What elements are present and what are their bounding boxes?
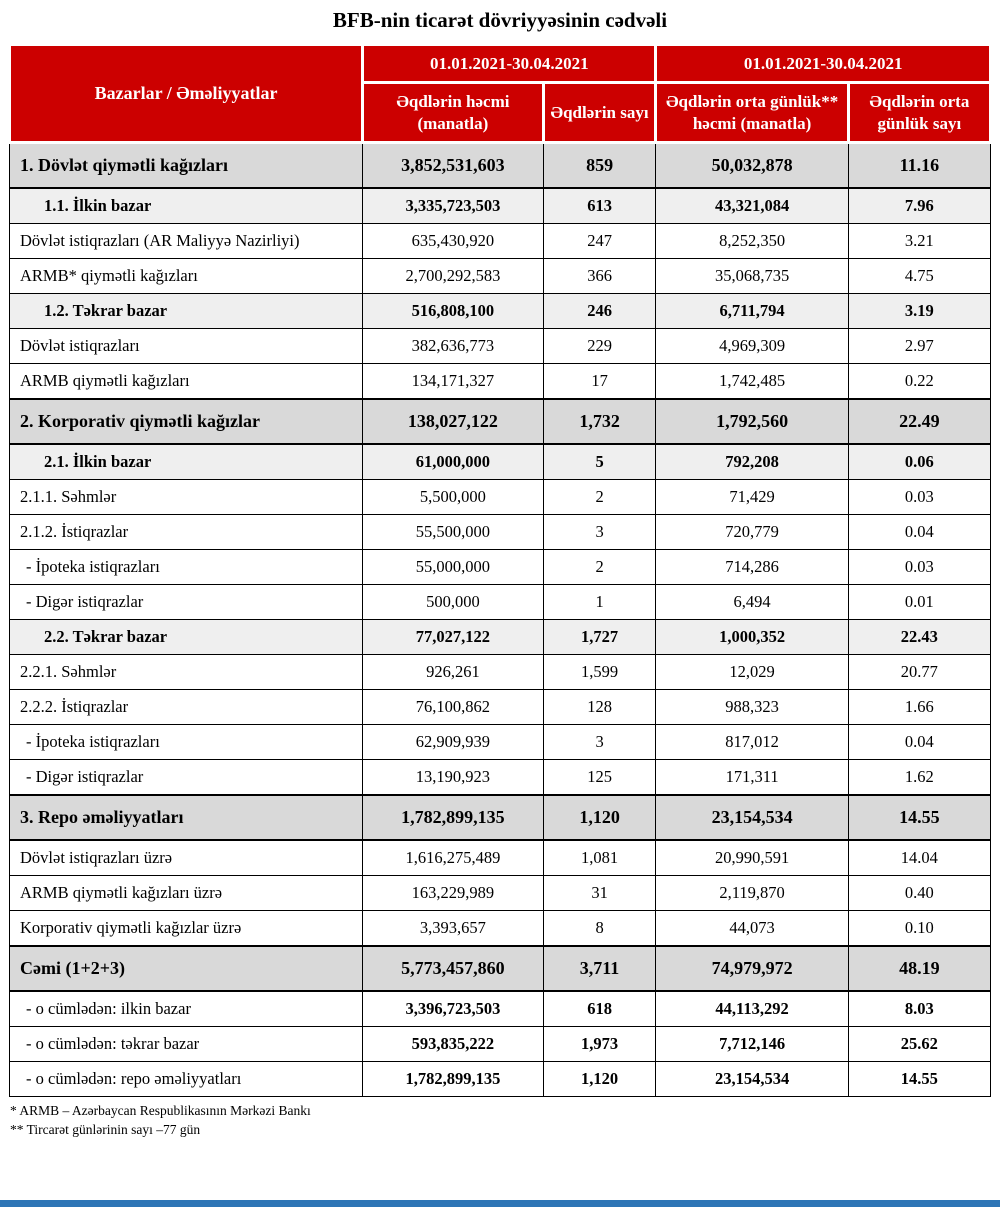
row-value: 23,154,534 xyxy=(656,1061,848,1096)
row-value: 500,000 xyxy=(363,584,544,619)
row-value: 0.22 xyxy=(848,363,990,399)
row-value: 0.04 xyxy=(848,724,990,759)
row-value: 20,990,591 xyxy=(656,840,848,876)
row-value: 1,120 xyxy=(543,795,656,840)
row-value: 2.97 xyxy=(848,328,990,363)
row-value: 25.62 xyxy=(848,1026,990,1061)
row-value: 635,430,920 xyxy=(363,223,544,258)
table-body xyxy=(10,142,991,1096)
row-value: 0.01 xyxy=(848,584,990,619)
table-row xyxy=(10,1061,991,1096)
row-value: 7,712,146 xyxy=(656,1026,848,1061)
row-value: 382,636,773 xyxy=(363,328,544,363)
row-value: 4,969,309 xyxy=(656,328,848,363)
row-value: 926,261 xyxy=(363,654,544,689)
header-deals-count: Əqdlərin sayı xyxy=(543,83,656,143)
row-label: ARMB* qiymətli kağızları xyxy=(10,258,363,293)
row-value: 792,208 xyxy=(656,444,848,480)
row-label: - o cümlədən: təkrar bazar xyxy=(10,1026,363,1061)
table-row xyxy=(10,946,991,991)
row-value: 1,120 xyxy=(543,1061,656,1096)
row-value: 13,190,923 xyxy=(363,759,544,795)
row-value: 1,599 xyxy=(543,654,656,689)
row-value: 14.04 xyxy=(848,840,990,876)
footnote-1: * ARMB – Azərbaycan Respublikasının Mərkəzi Bankı xyxy=(10,1102,311,1118)
row-value: 618 xyxy=(543,991,656,1027)
footnotes xyxy=(10,1101,1000,1140)
row-value: 61,000,000 xyxy=(363,444,544,480)
table-row xyxy=(10,724,991,759)
row-value: 62,909,939 xyxy=(363,724,544,759)
table-row xyxy=(10,293,991,328)
row-label: - İpoteka istiqrazları xyxy=(10,549,363,584)
row-value: 516,808,100 xyxy=(363,293,544,328)
row-label: 1.1. İlkin bazar xyxy=(10,188,363,224)
table-row xyxy=(10,910,991,946)
row-value: 74,979,972 xyxy=(656,946,848,991)
header-markets-operations: Bazarlar / Əməliyyatlar xyxy=(10,45,363,143)
row-value: 35,068,735 xyxy=(656,258,848,293)
row-value: 3.21 xyxy=(848,223,990,258)
row-label: Dövlət istiqrazları xyxy=(10,328,363,363)
row-value: 6,711,794 xyxy=(656,293,848,328)
table-row xyxy=(10,1026,991,1061)
row-value: 14.55 xyxy=(848,1061,990,1096)
header-avg-daily-volume: Əqdlərin orta günlük** həcmi (manatla) xyxy=(656,83,848,143)
table-row xyxy=(10,399,991,444)
row-label: ARMB qiymətli kağızları üzrə xyxy=(10,875,363,910)
row-value: 1,616,275,489 xyxy=(363,840,544,876)
table-row xyxy=(10,514,991,549)
table-row xyxy=(10,759,991,795)
page-title: BFB-nin ticarət dövriyyəsinin cədvəli xyxy=(332,8,668,32)
row-value: 44,113,292 xyxy=(656,991,848,1027)
row-value: 720,779 xyxy=(656,514,848,549)
row-value: 3,852,531,603 xyxy=(363,142,544,188)
table-row xyxy=(10,689,991,724)
row-value: 31 xyxy=(543,875,656,910)
row-value: 246 xyxy=(543,293,656,328)
row-value: 4.75 xyxy=(848,258,990,293)
row-value: 1,973 xyxy=(543,1026,656,1061)
table-row xyxy=(10,142,991,188)
row-value: 22.49 xyxy=(848,399,990,444)
row-value: 44,073 xyxy=(656,910,848,946)
table-row xyxy=(10,549,991,584)
row-value: 988,323 xyxy=(656,689,848,724)
header-deals-volume: Əqdlərin həcmi (manatla) xyxy=(363,83,544,143)
row-value: 71,429 xyxy=(656,479,848,514)
trading-turnover-table xyxy=(8,43,992,1097)
row-value: 20.77 xyxy=(848,654,990,689)
row-value: 1.62 xyxy=(848,759,990,795)
row-value: 125 xyxy=(543,759,656,795)
row-label: - Digər istiqrazlar xyxy=(10,759,363,795)
row-value: 5,500,000 xyxy=(363,479,544,514)
row-value: 76,100,862 xyxy=(363,689,544,724)
row-label: 1.2. Təkrar bazar xyxy=(10,293,363,328)
row-value: 593,835,222 xyxy=(363,1026,544,1061)
row-label: 2.1.1. Səhmlər xyxy=(10,479,363,514)
row-value: 859 xyxy=(543,142,656,188)
row-value: 3.19 xyxy=(848,293,990,328)
row-value: 247 xyxy=(543,223,656,258)
row-value: 12,029 xyxy=(656,654,848,689)
row-value: 229 xyxy=(543,328,656,363)
row-label: 2.2.1. Səhmlər xyxy=(10,654,363,689)
row-value: 5,773,457,860 xyxy=(363,946,544,991)
row-value: 163,229,989 xyxy=(363,875,544,910)
row-label: 2.2.2. İstiqrazlar xyxy=(10,689,363,724)
row-value: 1,742,485 xyxy=(656,363,848,399)
table-row xyxy=(10,328,991,363)
table-row xyxy=(10,444,991,480)
table-row xyxy=(10,795,991,840)
table-row xyxy=(10,840,991,876)
table-header xyxy=(10,45,991,143)
row-value: 48.19 xyxy=(848,946,990,991)
row-value: 3,335,723,503 xyxy=(363,188,544,224)
table-row xyxy=(10,223,991,258)
row-value: 77,027,122 xyxy=(363,619,544,654)
table-row xyxy=(10,188,991,224)
footnote-2: ** Tircarət günlərinin sayı –77 gün xyxy=(10,1122,201,1138)
footer-bar xyxy=(0,1200,1000,1207)
table-row xyxy=(10,619,991,654)
table-row xyxy=(10,584,991,619)
row-value: 134,171,327 xyxy=(363,363,544,399)
row-value: 14.55 xyxy=(848,795,990,840)
row-value: 3 xyxy=(543,724,656,759)
row-label: - o cümlədən: repo əməliyyatları xyxy=(10,1061,363,1096)
row-value: 22.43 xyxy=(848,619,990,654)
row-value: 23,154,534 xyxy=(656,795,848,840)
row-value: 3,396,723,503 xyxy=(363,991,544,1027)
row-value: 1 xyxy=(543,584,656,619)
row-label: Cəmi (1+2+3) xyxy=(10,946,363,991)
row-value: 0.04 xyxy=(848,514,990,549)
row-label: 3. Repo əməliyyatları xyxy=(10,795,363,840)
row-label: 1. Dövlət qiymətli kağızları xyxy=(10,142,363,188)
row-value: 3 xyxy=(543,514,656,549)
row-label: 2.1.2. İstiqrazlar xyxy=(10,514,363,549)
row-label: Korporativ qiymətli kağızlar üzrə xyxy=(10,910,363,946)
row-value: 2 xyxy=(543,549,656,584)
row-value: 714,286 xyxy=(656,549,848,584)
row-value: 2,700,292,583 xyxy=(363,258,544,293)
row-value: 8,252,350 xyxy=(656,223,848,258)
header-avg-daily-count: Əqdlərin orta günlük sayı xyxy=(848,83,990,143)
row-value: 1,732 xyxy=(543,399,656,444)
row-value: 3,711 xyxy=(543,946,656,991)
row-value: 817,012 xyxy=(656,724,848,759)
row-value: 1,782,899,135 xyxy=(363,1061,544,1096)
row-value: 171,311 xyxy=(656,759,848,795)
row-value: 1,792,560 xyxy=(656,399,848,444)
header-period-2: 01.01.2021-30.04.2021 xyxy=(656,45,991,83)
row-value: 1.66 xyxy=(848,689,990,724)
row-label: ARMB qiymətli kağızları xyxy=(10,363,363,399)
table-row xyxy=(10,258,991,293)
row-value: 1,081 xyxy=(543,840,656,876)
row-label: Dövlət istiqrazları (AR Maliyyə Nazirliyi) xyxy=(10,223,363,258)
row-value: 2 xyxy=(543,479,656,514)
header-row-periods xyxy=(10,45,991,83)
table-row xyxy=(10,991,991,1027)
row-label: - İpoteka istiqrazları xyxy=(10,724,363,759)
header-period-1: 01.01.2021-30.04.2021 xyxy=(363,45,656,83)
row-label: Dövlət istiqrazları üzrə xyxy=(10,840,363,876)
row-value: 0.40 xyxy=(848,875,990,910)
row-value: 2,119,870 xyxy=(656,875,848,910)
row-value: 5 xyxy=(543,444,656,480)
row-value: 0.03 xyxy=(848,479,990,514)
row-value: 8 xyxy=(543,910,656,946)
row-value: 43,321,084 xyxy=(656,188,848,224)
table-row xyxy=(10,875,991,910)
row-value: 1,727 xyxy=(543,619,656,654)
row-value: 0.03 xyxy=(848,549,990,584)
row-label: - Digər istiqrazlar xyxy=(10,584,363,619)
row-value: 17 xyxy=(543,363,656,399)
row-value: 8.03 xyxy=(848,991,990,1027)
row-value: 55,500,000 xyxy=(363,514,544,549)
row-value: 7.96 xyxy=(848,188,990,224)
table-row xyxy=(10,654,991,689)
table-row xyxy=(10,363,991,399)
row-value: 11.16 xyxy=(848,142,990,188)
row-value: 50,032,878 xyxy=(656,142,848,188)
row-value: 1,782,899,135 xyxy=(363,795,544,840)
table-row xyxy=(10,479,991,514)
row-label: - o cümlədən: ilkin bazar xyxy=(10,991,363,1027)
row-value: 128 xyxy=(543,689,656,724)
row-value: 0.10 xyxy=(848,910,990,946)
row-value: 6,494 xyxy=(656,584,848,619)
row-value: 138,027,122 xyxy=(363,399,544,444)
row-value: 3,393,657 xyxy=(363,910,544,946)
row-label: 2.2. Təkrar bazar xyxy=(10,619,363,654)
row-value: 55,000,000 xyxy=(363,549,544,584)
row-label: 2. Korporativ qiymətli kağızlar xyxy=(10,399,363,444)
row-label: 2.1. İlkin bazar xyxy=(10,444,363,480)
row-value: 366 xyxy=(543,258,656,293)
row-value: 1,000,352 xyxy=(656,619,848,654)
row-value: 0.06 xyxy=(848,444,990,480)
row-value: 613 xyxy=(543,188,656,224)
